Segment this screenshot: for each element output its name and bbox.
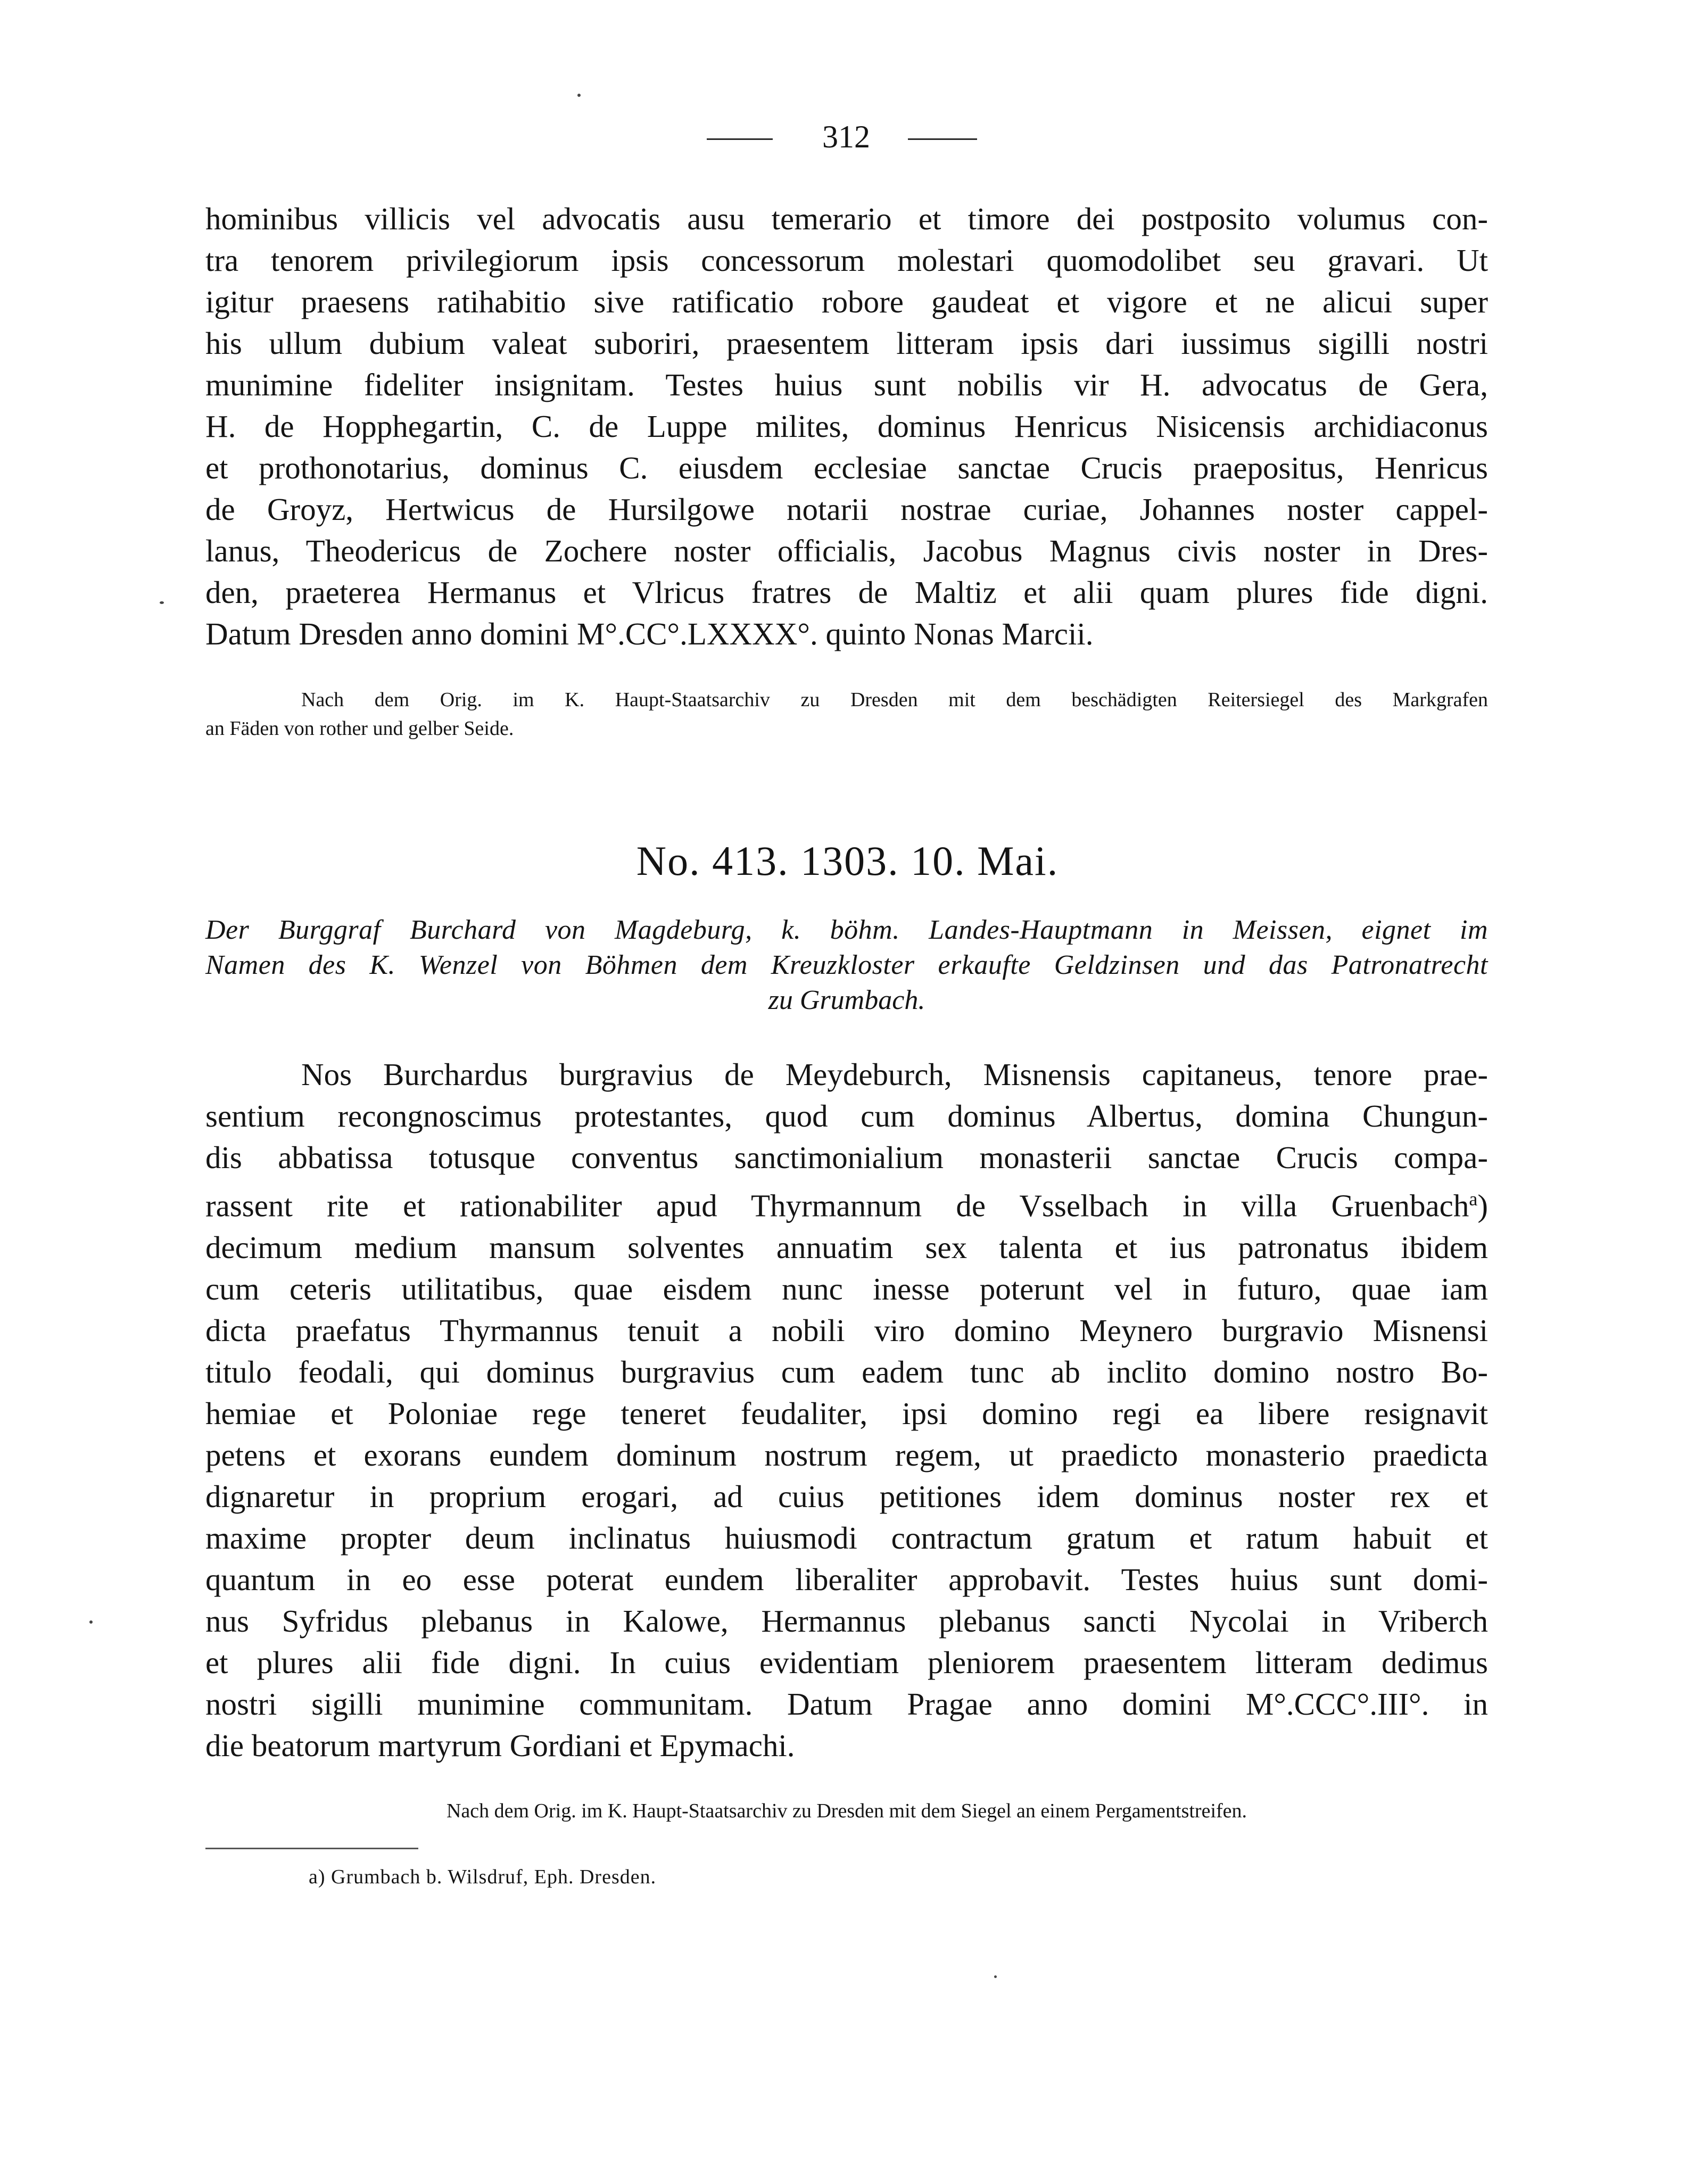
text-line: nus Syfridus plebanus in Kalowe, Hermannus plebanus sancti Nycolai in Vriberch: [205, 1603, 1488, 1639]
footnote-marker-paren: ): [1477, 1188, 1488, 1223]
regest-line: Der Burggraf Burchard von Magdeburg, k. böhm. Landes-Hauptmann in Meissen, eignet im: [205, 915, 1488, 945]
text-line: igitur praesens ratihabitio sive ratificatio robore gaudeat et vigore et ne alicui super: [205, 284, 1488, 319]
text-line: dignaretur in proprium erogari, ad cuius petitiones idem dominus noster rex et: [205, 1478, 1488, 1514]
text-line: dis abbatissa totusque conventus sanctimonialium monasterii sanctae Crucis compa-: [205, 1140, 1488, 1175]
text-line: et prothonotarius, dominus C. eiusdem ecclesiae sanctae Crucis praepositus, Henricus: [205, 450, 1488, 485]
source-note-line: Nach dem Orig. im K. Haupt-Staatsarchiv zu Dresden mit dem beschädigten Reitersiegel des Markgrafen: [301, 689, 1488, 711]
text-line: munimine fideliter insignitam. Testes huius sunt nobilis vir H. advocatus de Gera,: [205, 367, 1488, 402]
text-line: den, praeterea Hermanus et Vlricus fratres de Maltiz et alii quam plures fide digni.: [205, 575, 1488, 610]
text-line: die beatorum martyrum Gordiani et Epymachi.: [205, 1727, 795, 1763]
scan-speck: [994, 1975, 997, 1978]
source-note: Nach dem Orig. im K. Haupt-Staatsarchiv zu Dresden mit dem Siegel an einem Pergamentstreifen.: [446, 1800, 1247, 1822]
text-line: dicta praefatus Thyrmannus tenuit a nobili viro domino Meynero burgravio Misnensi: [205, 1312, 1488, 1348]
scan-speck: [577, 94, 581, 97]
text-line: quantum in eo esse poterat eundem liberaliter approbavit. Testes huius sunt domi-: [205, 1561, 1488, 1597]
page-number: 312: [822, 119, 870, 154]
footnote-marker-letter: a: [1469, 1188, 1478, 1210]
regest-line: Namen des K. Wenzel von Böhmen dem Kreuzkloster erkaufte Geldzinsen und das Patronatrecht: [205, 950, 1488, 980]
scan-speck: [89, 1620, 93, 1624]
footnote-marker: [1469, 1188, 1477, 1210]
text-line: titulo feodali, qui dominus burgravius cum eadem tunc ab inclito domino nostro Bo-: [205, 1354, 1488, 1389]
header-dash-right: [908, 138, 977, 140]
footnote: a) Grumbach b. Wilsdruf, Eph. Dresden.: [309, 1866, 657, 1888]
text-line: et plures alii fide digni. In cuius evidentiam pleniorem praesentem litteram dedimus: [205, 1644, 1488, 1680]
document-heading: No. 413. 1303. 10. Mai.: [636, 838, 1059, 884]
text-segment: rassent rite et rationabiliter apud Thyrmannum de Vsselbach in villa Gruenbach: [205, 1188, 1469, 1223]
text-line: lanus, Theodericus de Zochere noster officialis, Jacobus Magnus civis noster in Dres-: [205, 533, 1488, 568]
text-line: Datum Dresden anno domini M°.CC°.LXXXX°. quinto Nonas Marcii.: [205, 616, 1094, 651]
page-header: [0, 118, 1695, 155]
text-line: hominibus villicis vel advocatis ausu temerario et timore dei postposito volumus con-: [205, 201, 1488, 236]
text-line: his ullum dubium valeat suboriri, praesentem litteram ipsis dari iussimus sigilli nostri: [205, 326, 1488, 361]
footnote-divider: [205, 1848, 418, 1849]
header-dash-left: [707, 138, 773, 140]
text-line: nostri sigilli munimine communitam. Datum Pragae anno domini M°.CCC°.III°. in: [205, 1686, 1488, 1722]
regest-summary: [205, 913, 1488, 1018]
text-line: cum ceteris utilitatibus, quae eisdem nunc inesse poterunt vel in futuro, quae iam: [205, 1271, 1488, 1306]
scan-speck: [160, 601, 164, 604]
text-line: de Groyz, Hertwicus de Hursilgowe notarii nostrae curiae, Johannes noster cappel-: [205, 492, 1488, 527]
text-line: decimum medium mansum solventes annuatim sex talenta et ius patronatus ibidem: [205, 1229, 1488, 1265]
text-line: sentium recongnoscimus protestantes, quod cum dominus Albertus, domina Chungun-: [205, 1098, 1488, 1134]
text-line-with-footnote: [205, 1178, 1488, 1227]
source-note: [205, 685, 1488, 743]
text-line: H. de Hopphegartin, C. de Luppe milites, dominus Henricus Nisicensis archidiaconus: [205, 409, 1488, 444]
document-body: [205, 1054, 1488, 1766]
text-line: tra tenorem privilegiorum ipsis concessorum molestari quomodolibet seu gravari. Ut: [205, 243, 1488, 278]
text-line: maxime propter deum inclinatus huiusmodi contractum gratum et ratum habuit et: [205, 1520, 1488, 1556]
regest-line: zu Grumbach.: [768, 985, 925, 1015]
text-line: hemiae et Poloniae rege teneret feudaliter, ipsi domino regi ea libere resignavit: [205, 1395, 1488, 1431]
source-note-line: an Fäden von rother und gelber Seide.: [205, 717, 514, 740]
document-body-continued: [205, 198, 1488, 655]
text-line: Nos Burchardus burgravius de Meydeburch, Misnensis capitaneus, tenore prae-: [301, 1057, 1488, 1092]
text-line: petens et exorans eundem dominum nostrum regem, ut praedicto monasterio praedicta: [205, 1437, 1488, 1472]
